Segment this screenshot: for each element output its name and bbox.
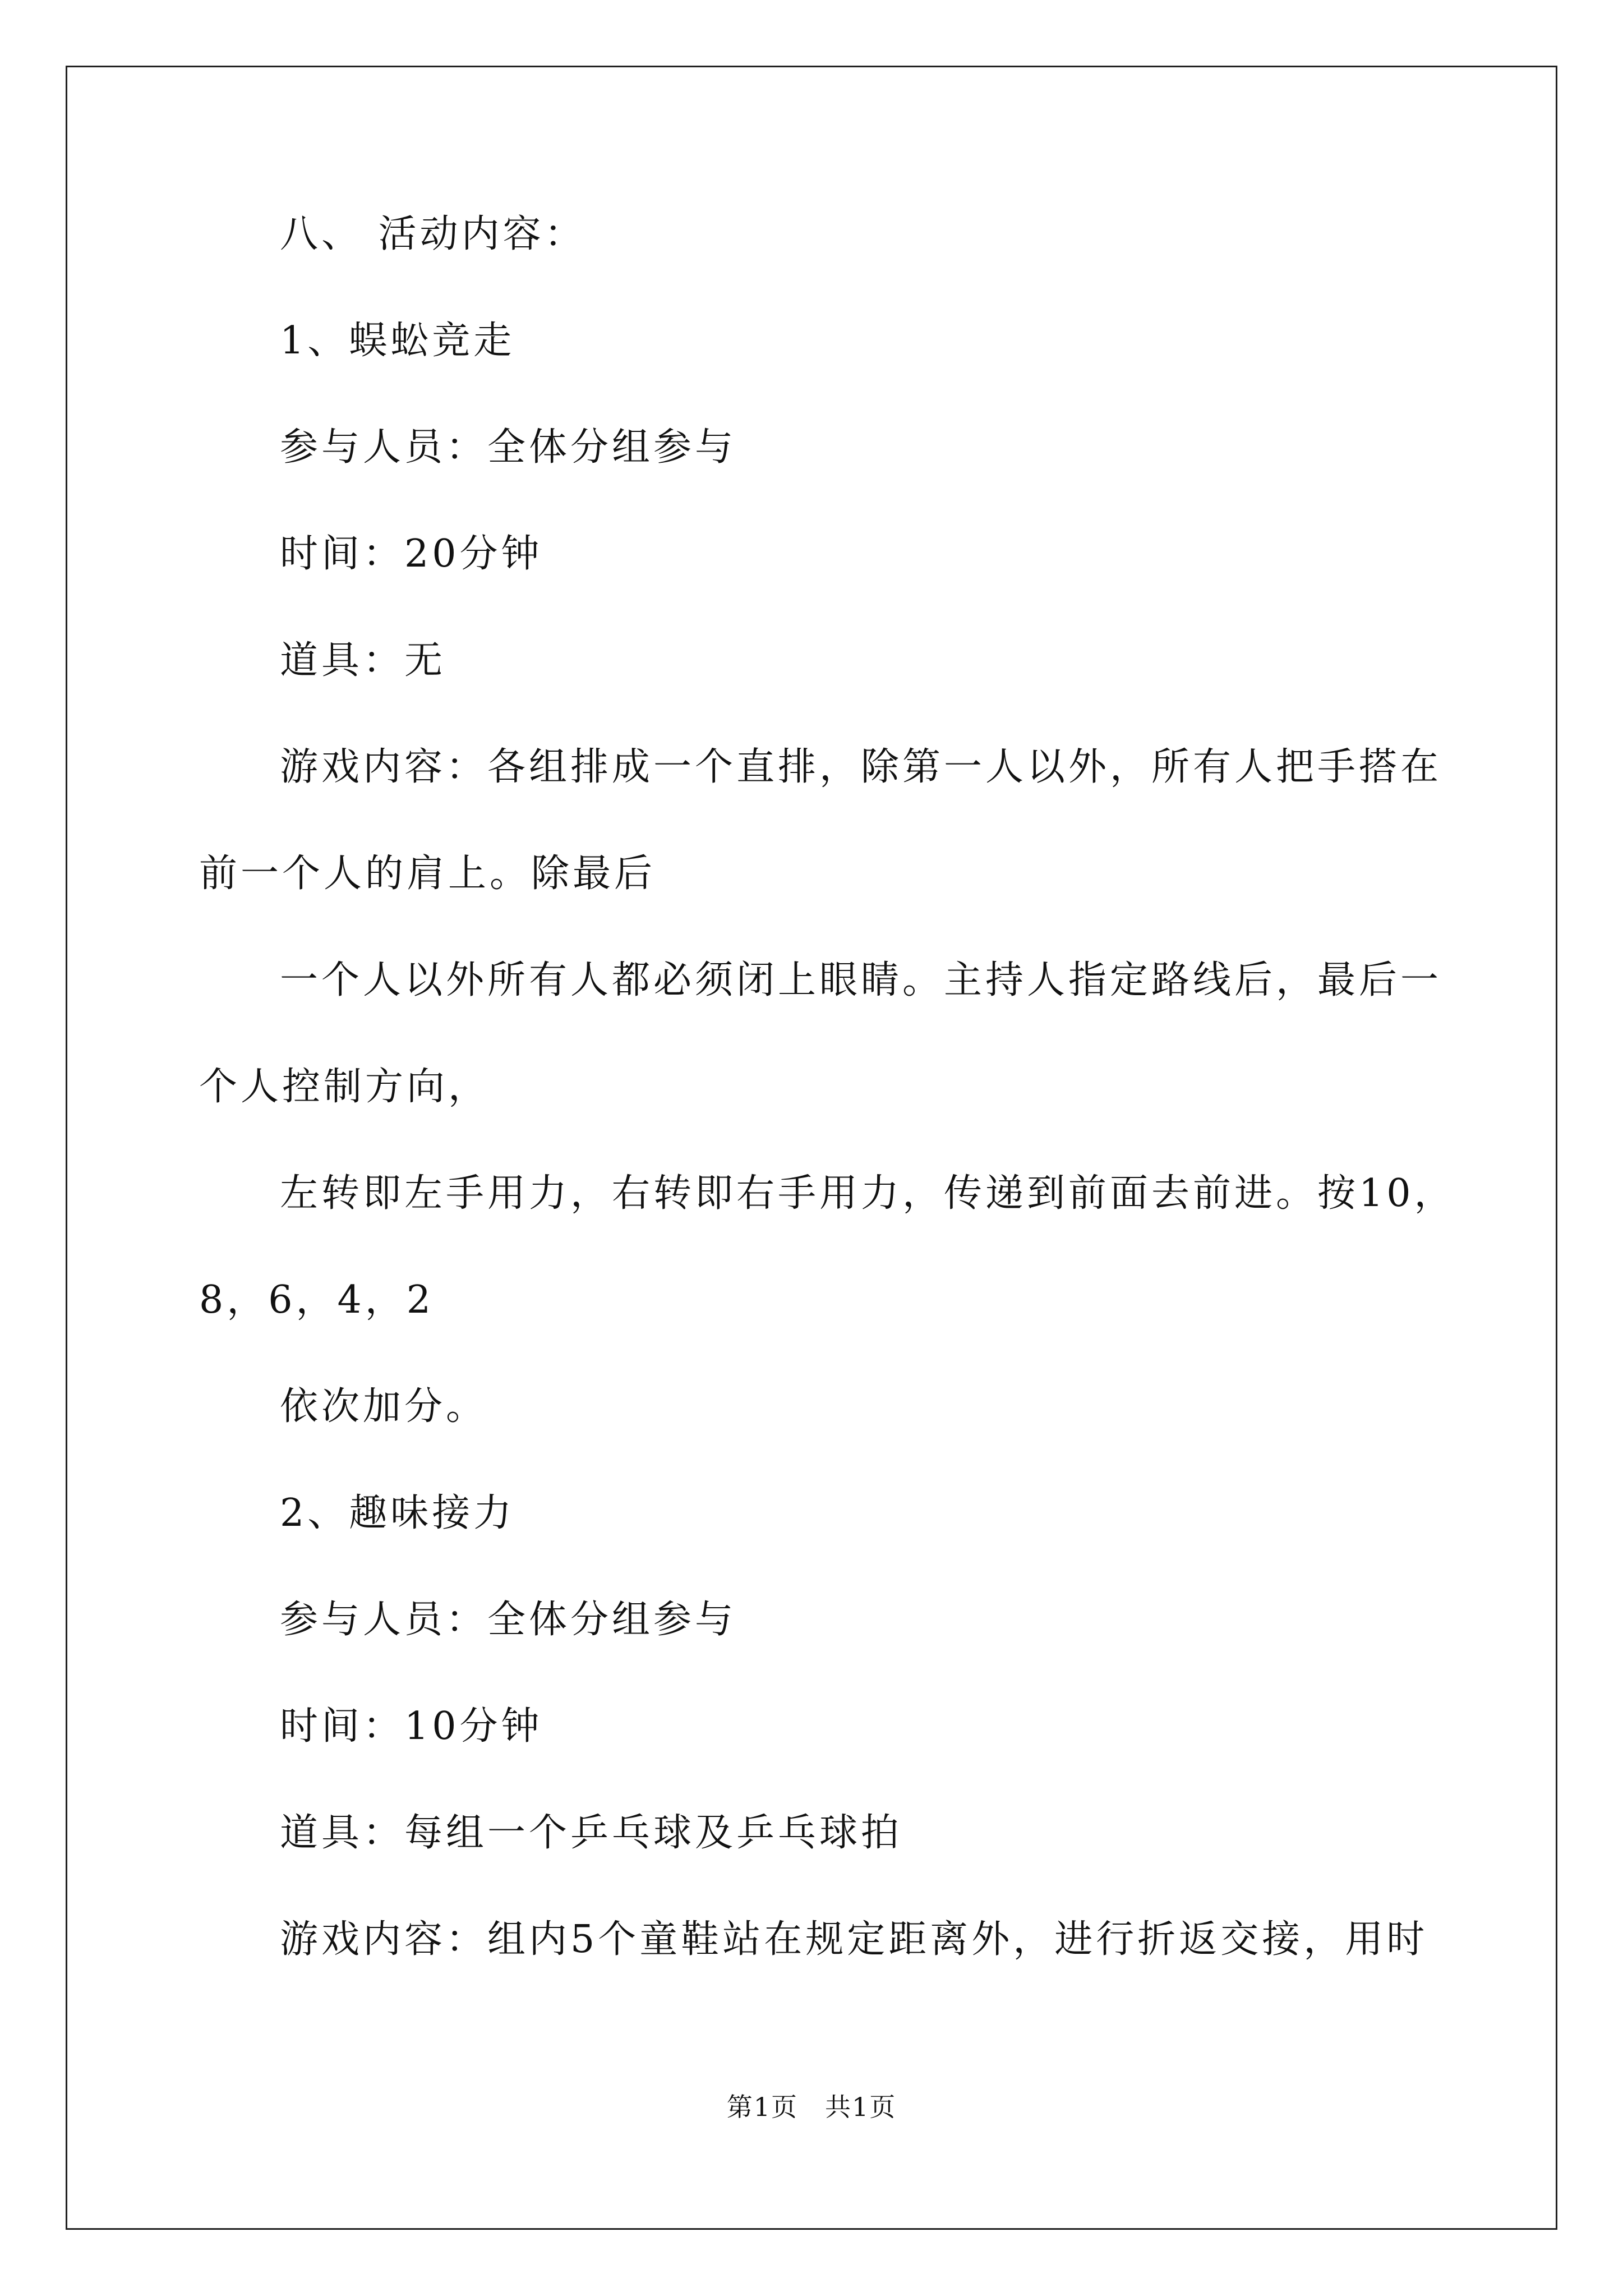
- content-line-1: 游戏内容：各组排成一个直排，除第一人以外，所有人把手搭在: [280, 745, 1442, 789]
- page-number-footer: 第1页 共1页: [726, 2092, 897, 2122]
- content-line-2: 前一个人的肩上。除最后: [199, 852, 656, 896]
- time-line-2: 时间：10分钟: [280, 1704, 543, 1749]
- participants-line-1: 参与人员：全体分组参与: [280, 425, 737, 470]
- content-line-5: 左转即左手用力，右转即右手用力，传递到前面去前进。按10，: [280, 1171, 1456, 1216]
- props-line-1: 道具：无: [280, 638, 446, 683]
- props-line-2: 道具：每组一个乒乓球及乒乓球拍: [280, 1811, 903, 1855]
- item-heading-2: 2、趣味接力: [280, 1491, 515, 1535]
- time-line-1: 时间：20分钟: [280, 532, 543, 576]
- content-line-7: 依次加分。: [280, 1384, 488, 1429]
- content-line-8: 游戏内容：组内5个童鞋站在规定距离外，进行折返交接，用时: [280, 1917, 1428, 1962]
- content-line-6: 8，6，4，2: [199, 1278, 435, 1322]
- item-heading-1: 1、蜈蚣竞走: [280, 319, 515, 363]
- page-border: [66, 66, 1557, 2230]
- section-heading: 八、 活动内容：: [280, 212, 586, 256]
- content-line-4: 个人控制方向，: [199, 1065, 490, 1109]
- participants-line-2: 参与人员：全体分组参与: [280, 1598, 737, 1642]
- content-line-3: 一个人以外所有人都必须闭上眼睛。主持人指定路线后，最后一: [280, 958, 1442, 1002]
